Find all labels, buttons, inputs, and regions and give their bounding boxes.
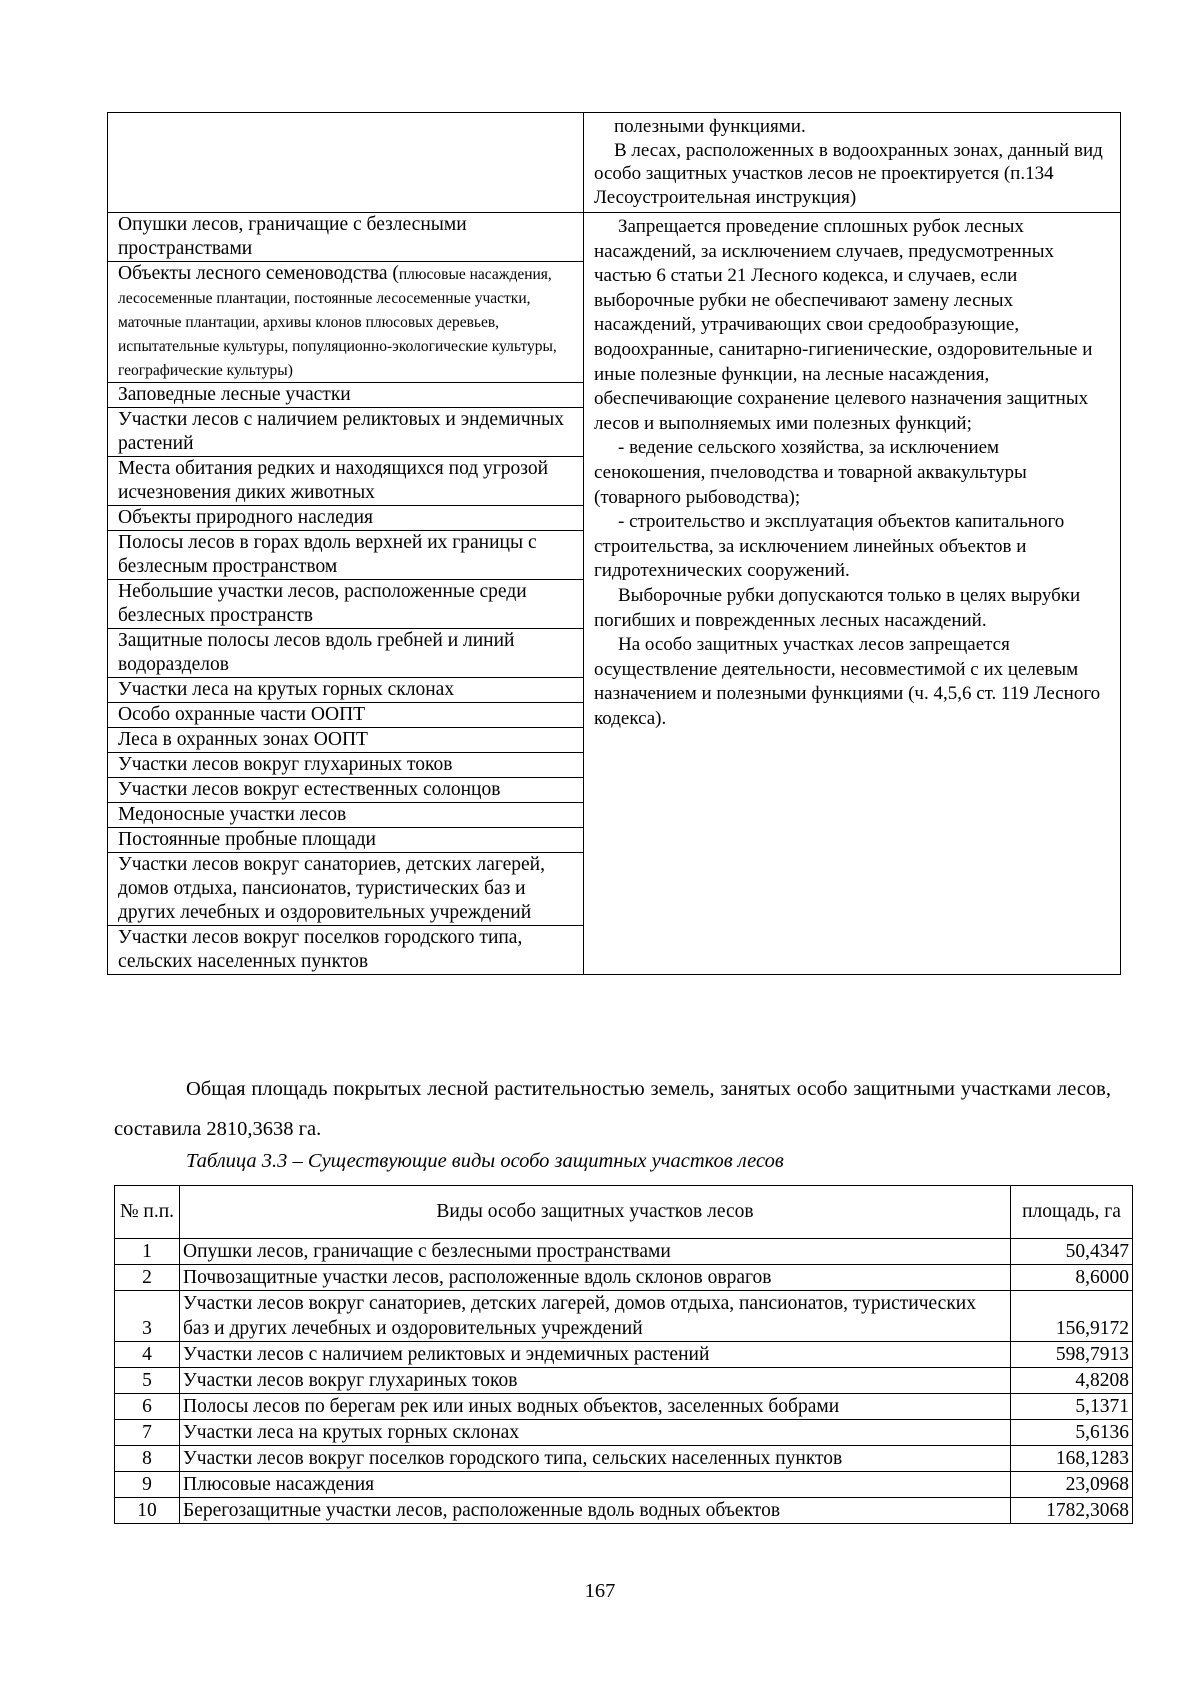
row-type: Участки лесов вокруг глухариных токов xyxy=(180,1368,1011,1394)
table-row xyxy=(115,1342,1133,1368)
row-number: 8 xyxy=(115,1446,180,1472)
continuation-line: В лесах, расположенных в водоохранных зонах, данный вид особо защитных участков лесов не проектируется (п.134 Лесоустроительная инструкция) xyxy=(594,139,1103,208)
row-area: 4,8208 xyxy=(1011,1368,1133,1394)
header-num: № п.п. xyxy=(115,1186,180,1239)
restriction-paragraph: Запрещается проведение сплошных рубок лесных насаждений, за исключением случаев, предусмотренных частью 6 статьи 21 Лесного кодекса, и случаев, если выборочные рубки не обеспечивают замену лесных насаждений, утрачивающих свои средообразующие, водоохранные, санитарно-гигиенические, оздоровительные и иные полезные функции, на лесные насаждения, обеспечивающие сохранение целевого назначения защитных лесов и выполняемых ими полезных функций; xyxy=(594,216,1093,434)
protective-areas-rules-table xyxy=(107,112,1121,975)
row-number: 9 xyxy=(115,1472,180,1498)
area-type-item xyxy=(108,703,583,728)
area-type-item xyxy=(108,778,583,803)
area-type-item xyxy=(108,580,583,629)
row-number: 10 xyxy=(115,1498,180,1524)
table-caption: Таблица 3.3 – Существующие виды особо защитных участков лесов xyxy=(186,1150,784,1172)
area-type-label: Леса в охранных зонах ООПТ xyxy=(118,729,368,750)
area-type-label: Постоянные пробные площади xyxy=(118,829,376,850)
restriction-paragraph: На особо защитных участках лесов запрещается осуществление деятельности, несовместимой с их целевым назначением и полезными функциями (ч. 4,5,6 ст. 119 Лесного кодекса). xyxy=(594,634,1101,729)
area-type-item xyxy=(108,678,583,703)
restriction-paragraph: - ведение сельского хозяйства, за исключением сенокошения, пчеловодства и товарной аквакультуры (товарного рыбоводства); xyxy=(594,437,1027,508)
area-type-label: Медоносные участки лесов xyxy=(118,804,347,825)
restriction-paragraph: Выборочные рубки допускаются только в целях вырубки погибших и поврежденных лесных насаждений. xyxy=(594,584,1081,631)
table-row xyxy=(115,1498,1133,1524)
row-type: Опушки лесов, граничащие с безлесными пространствами xyxy=(180,1239,1011,1265)
area-type-item xyxy=(108,753,583,778)
row-number: 5 xyxy=(115,1368,180,1394)
row-area: 5,6136 xyxy=(1011,1420,1133,1446)
row-area: 5,1371 xyxy=(1011,1394,1133,1420)
page-number: 167 xyxy=(584,1580,616,1602)
area-types-cell xyxy=(108,213,584,975)
area-type-label: Небольшие участки лесов, расположенные среди безлесных пространств xyxy=(118,581,527,626)
area-type-item xyxy=(108,213,583,262)
restriction-paragraph: - строительство и эксплуатация объектов капитального строительства, за исключением линейных объектов и гидротехнических сооружений. xyxy=(594,511,1065,582)
area-type-label: Заповедные лесные участки xyxy=(118,384,351,405)
area-type-label: Объекты лесного семеноводства ( xyxy=(118,263,399,284)
header-type: Виды особо защитных участков лесов xyxy=(180,1186,1011,1239)
row-type: Почвозащитные участки лесов, расположенные вдоль склонов оврагов xyxy=(180,1265,1011,1291)
row-type: Плюсовые насаждения xyxy=(180,1472,1011,1498)
row-number: 1 xyxy=(115,1239,180,1265)
row-area: 168,1283 xyxy=(1011,1446,1133,1472)
row-area: 8,6000 xyxy=(1011,1265,1133,1291)
row-number: 3 xyxy=(115,1291,180,1342)
area-type-item xyxy=(108,926,583,974)
table-row xyxy=(115,1394,1133,1420)
area-type-item xyxy=(108,853,583,926)
row-type: Участки лесов с наличием реликтовых и эндемичных растений xyxy=(180,1342,1011,1368)
row-type: Участки лесов вокруг поселков городского типа, сельских населенных пунктов xyxy=(180,1446,1011,1472)
area-type-label: Участки лесов с наличием реликтовых и эндемичных растений xyxy=(118,409,564,454)
area-type-detail: плюсовые насаждения, лесосеменные плантации, постоянные лесосеменные участки, маточные плантации, архивы клонов плюсовых деревьев, испытательные культуры, популяционно-экологические культуры, географические культуры) xyxy=(118,266,557,379)
table-row xyxy=(115,1265,1133,1291)
area-type-label: Участки лесов вокруг санаториев, детских лагерей, домов отдыха, пансионатов, туристических баз и других лечебных и оздоровительных учреждений xyxy=(118,854,545,923)
row-area: 23,0968 xyxy=(1011,1472,1133,1498)
area-type-label: Особо охранные части ООПТ xyxy=(118,704,366,725)
area-type-label: Объекты природного наследия xyxy=(118,507,373,528)
area-type-label: Участки лесов вокруг естественных солонцов xyxy=(118,779,501,800)
row-number: 7 xyxy=(115,1420,180,1446)
table-row xyxy=(115,1472,1133,1498)
rules-row xyxy=(108,213,1121,975)
row-area: 598,7913 xyxy=(1011,1342,1133,1368)
table-row xyxy=(115,1291,1133,1342)
area-type-label: Защитные полосы лесов вдоль гребней и линий водоразделов xyxy=(118,630,515,675)
area-type-label: Участки лесов вокруг глухариных токов xyxy=(118,754,453,775)
area-type-item xyxy=(108,506,583,531)
row-area: 1782,3068 xyxy=(1011,1498,1133,1524)
continuation-cell xyxy=(584,113,1121,213)
row-type: Участки леса на крутых горных склонах xyxy=(180,1420,1011,1446)
area-type-label: Опушки лесов, граничащие с безлесными пространствами xyxy=(118,214,467,259)
area-type-item xyxy=(108,728,583,753)
row-number: 4 xyxy=(115,1342,180,1368)
area-types-list xyxy=(108,213,583,974)
table-row xyxy=(115,1368,1133,1394)
continuation-row xyxy=(108,113,1121,213)
row-area: 156,9172 xyxy=(1011,1291,1133,1342)
row-type: Берегозащитные участки лесов, расположенные вдоль водных объектов xyxy=(180,1498,1011,1524)
header-area: площадь, га xyxy=(1011,1186,1133,1239)
area-type-label: Участки леса на крутых горных склонах xyxy=(118,679,455,700)
table-row xyxy=(115,1446,1133,1472)
empty-cell xyxy=(108,113,584,213)
area-type-label: Места обитания редких и находящихся под угрозой исчезновения диких животных xyxy=(118,458,549,503)
area-type-item xyxy=(108,828,583,853)
area-type-label: Участки лесов вокруг поселков городского типа, сельских населенных пунктов xyxy=(118,927,523,972)
area-type-item xyxy=(108,383,583,408)
area-type-label: Полосы лесов в горах вдоль верхней их границы с безлесным пространством xyxy=(118,532,537,577)
area-type-item xyxy=(108,262,583,383)
continuation-line: полезными функциями. xyxy=(614,116,806,137)
row-number: 2 xyxy=(115,1265,180,1291)
row-number: 6 xyxy=(115,1394,180,1420)
table-header-row xyxy=(115,1186,1133,1239)
row-area: 50,4347 xyxy=(1011,1239,1133,1265)
table-row xyxy=(115,1420,1133,1446)
restrictions-text xyxy=(584,213,1120,731)
summary-paragraph: Общая площадь покрытых лесной растительностью земель, занятых особо защитными участками лесов, составила 2810,3638 га. xyxy=(114,1078,1111,1140)
area-type-item xyxy=(108,629,583,678)
row-type: Участки лесов вокруг санаториев, детских лагерей, домов отдыха, пансионатов, туристических баз и других лечебных и оздоровительных учреждений xyxy=(180,1291,1011,1342)
area-type-item xyxy=(108,408,583,457)
area-type-item xyxy=(108,457,583,506)
area-type-item xyxy=(108,803,583,828)
row-type: Полосы лесов по берегам рек или иных водных объектов, заселенных бобрами xyxy=(180,1394,1011,1420)
area-table xyxy=(114,1185,1133,1524)
restrictions-cell xyxy=(584,213,1121,975)
table-row xyxy=(115,1239,1133,1265)
area-type-item xyxy=(108,531,583,580)
